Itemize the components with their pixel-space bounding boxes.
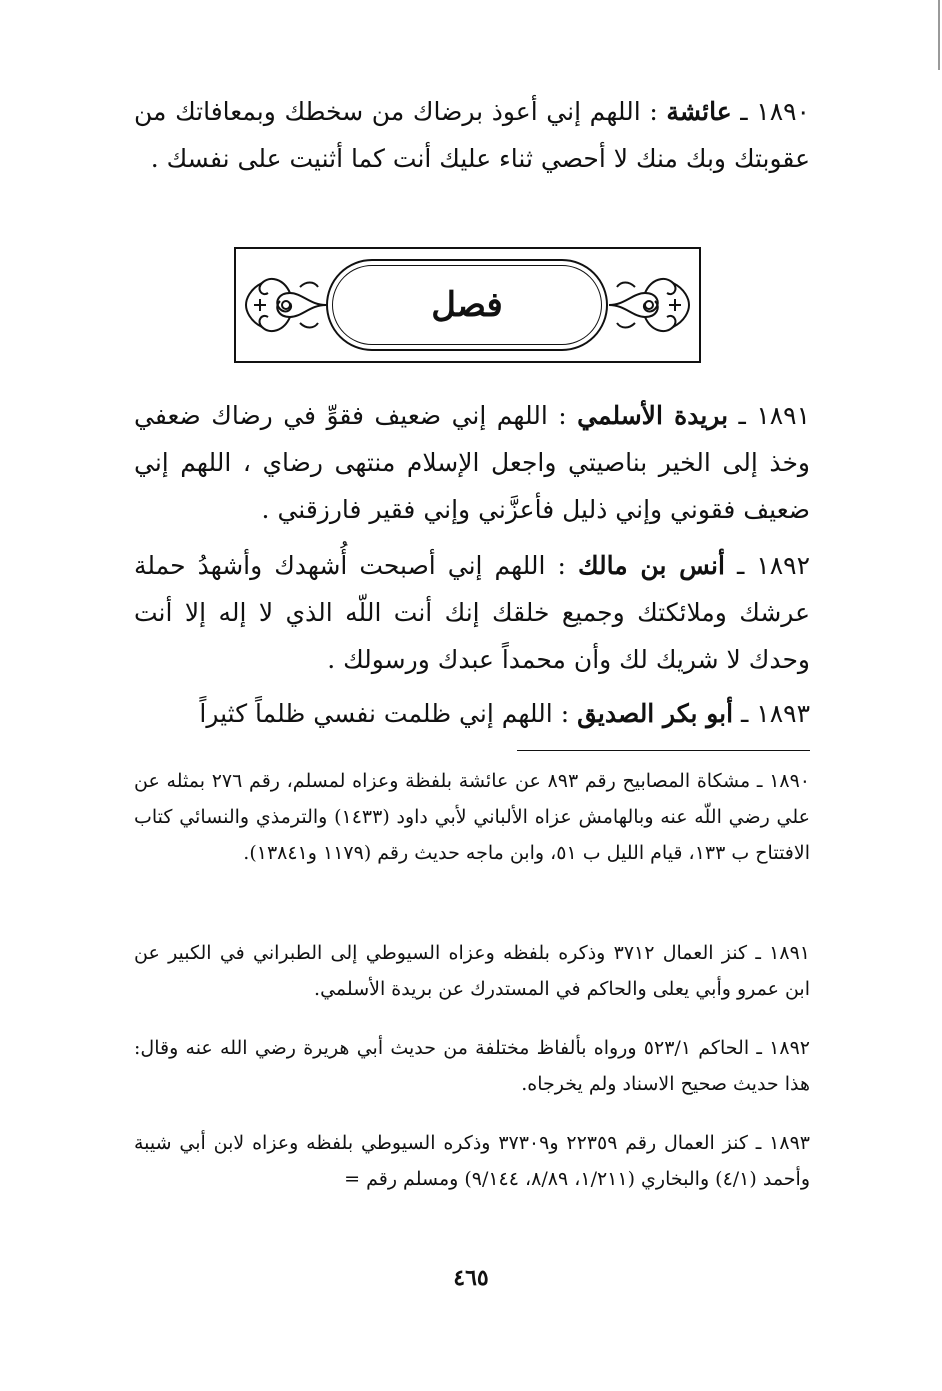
page-number: ٤٦٥ bbox=[453, 1265, 489, 1291]
title-cartouche bbox=[326, 259, 608, 351]
entry-narrator: عائشة bbox=[666, 97, 732, 126]
entry-text: اللهم إني ظلمت نفسي ظلماً كثيراً bbox=[199, 699, 553, 728]
footnote-1893: ١٨٩٣ ـ كنز العمال رقم ٢٢٣٥٩ و٣٧٣٠٩ وذكره السيوطي بلفظه وعزاه لابن أبي شيبة وأحمد (٤/١) والبخاري (١/٢١١، ٨/٨٩، ٩/١٤٤) ومسلم رقم = bbox=[134, 1132, 810, 1190]
footnote-1890: ١٨٩٠ ـ مشكاة المصابيح رقم ٨٩٣ عن عائشة بلفظة وعزاه لمسلم، رقم ٢٧٦ بمثله عن علي رضي اللّه عنه وبالهامش عزاه الألباني لأبي داود (١٤٣٣) والترمذي والنسائي كتاب الافتتاح ب ١٣٣، قيام الليل ب ٥١، وابن ماجه حديث رقم (١١٧٩ و١٣٨٤١). bbox=[134, 770, 811, 864]
entry-narrator: أنس بن مالك bbox=[577, 551, 725, 580]
entry-narrator: بريدة الأسلمي bbox=[577, 401, 729, 430]
section-heading-frame bbox=[234, 247, 701, 363]
entry-number: ١٨٩٣ bbox=[756, 699, 810, 728]
arabesque-ornament-icon bbox=[240, 265, 332, 345]
section-title: فصل bbox=[431, 285, 503, 325]
hadith-entry-1893: ١٨٩٣ ـ أبو بكر الصديق : اللهم إني ظلمت نفسي ظلماً كثيراً bbox=[199, 699, 810, 728]
entry-number: ١٨٩٢ bbox=[756, 551, 811, 580]
footnote-divider bbox=[517, 750, 810, 751]
entry-number: ١٨٩٠ bbox=[756, 97, 810, 126]
footnote-1891: ١٨٩١ ـ كنز العمال ٣٧١٢ وذكره بلفظه وعزاه السيوطي إلى الطبراني في الكبير عن ابن عمرو وأبي يعلى والحاكم في المستدرك عن بريدة الأسلمي. bbox=[134, 942, 810, 1000]
entry-narrator: أبو بكر الصديق bbox=[577, 699, 734, 728]
arabesque-ornament-icon bbox=[603, 265, 695, 345]
entry-text: اللهم إني ضعيف فقوِّ في رضاك ضعفي وخذ إلى الخير بناصيتي واجعل الإسلام منتهى رضاي ، اللهم إني ضعيف فقوني وإني ذليل فأعزَّني وإني فقير فارزقني . bbox=[134, 401, 810, 524]
hadith-entry-1890: ١٨٩٠ ـ عائشة : اللهم إني أعوذ برضاك من سخطك وبمعافاتك من عقوبتك وبك منك لا أحصي ثناء عليك أنت كما أثنيت على نفسك . bbox=[134, 97, 810, 173]
hadith-entry-1892: ١٨٩٢ ـ أنس بن مالك : اللهم إني أصبحت أُشهدك وأشهدُ حملة عرشك وملائكتك وجميع خلقك إنك أنت اللّه الذي لا إله إلا أنت وحدك لا شريك لك وأن محمداً عبدك ورسولك . bbox=[134, 551, 811, 674]
entry-text: اللهم إني أعوذ برضاك من سخطك وبمعافاتك من عقوبتك وبك منك لا أحصي ثناء عليك أنت كما أثنيت على نفسك . bbox=[134, 97, 810, 173]
scan-edge-mark bbox=[938, 0, 940, 70]
footnote-1892: ١٨٩٢ ـ الحاكم ٥٢٣/١ ورواه بألفاظ مختلفة من حديث أبي هريرة رضي الله عنه وقال: هذا حديث صحيح الاسناد ولم يخرجاه. bbox=[134, 1037, 810, 1095]
entry-number: ١٨٩١ bbox=[756, 401, 811, 430]
entry-text: اللهم إني أصبحت أُشهدك وأشهدُ حملة عرشك وملائكتك وجميع خلقك إنك أنت اللّه الذي لا إله إلا أنت وحدك لا شريك لك وأن محمداً عبدك ورسولك . bbox=[134, 551, 810, 674]
hadith-entry-1891: ١٨٩١ ـ بريدة الأسلمي : اللهم إني ضعيف فقوِّ في رضاك ضعفي وخذ إلى الخير بناصيتي واجعل الإسلام منتهى رضاي ، اللهم إني ضعيف فقوني وإني ذليل فأعزَّني وإني فقير فارزقني . bbox=[134, 401, 811, 524]
